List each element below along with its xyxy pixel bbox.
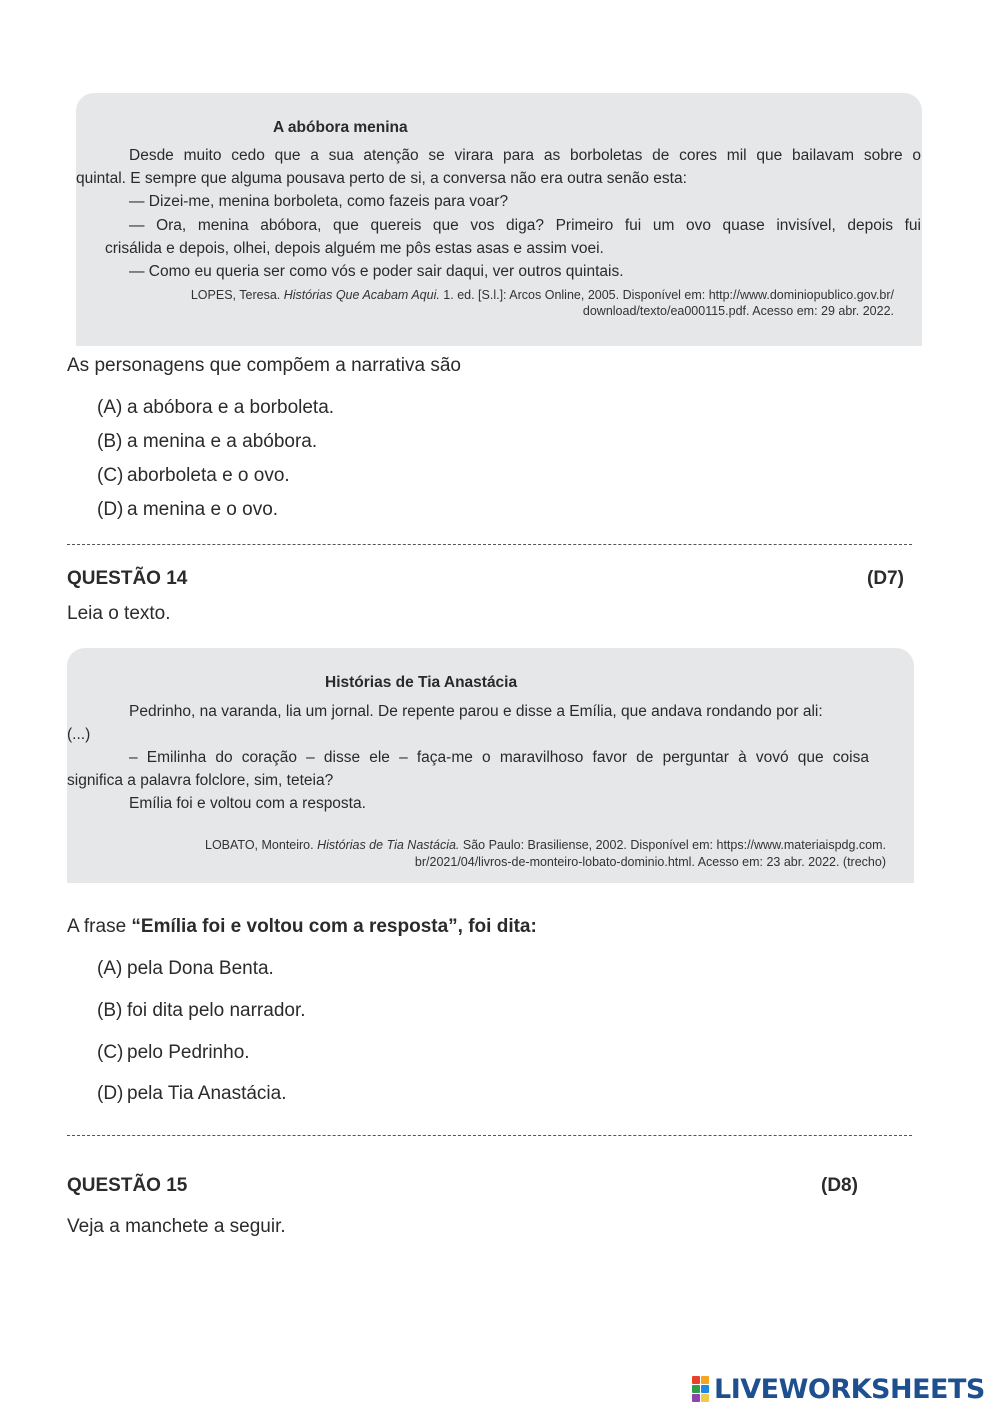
option-letter: (B) (97, 1000, 123, 1021)
logo-square (692, 1376, 700, 1384)
option-c[interactable] (97, 465, 290, 487)
logo-square (701, 1376, 709, 1384)
option-a[interactable] (97, 397, 334, 419)
dialogue-line: crisálida e depois, olhei, depois alguém me pôs estas asas e assim voei. (105, 240, 604, 257)
separator (67, 544, 912, 545)
citation-line: br/2021/04/livros-de-monteiro-lobato-dominio.html. Acesso em: 23 abr. 2022. (trecho) (414, 855, 886, 869)
paragraph-line: – Emilinha do coração – disse ele – faça-me o maravilhoso favor de perguntar à vovó que coisa (129, 749, 869, 766)
dialogue-line: — Dizei-me, menina borboleta, como fazeis para voar? (129, 193, 509, 210)
citation-author: LOPES, Teresa. (190, 288, 284, 302)
citation (205, 838, 886, 852)
descriptor-code: (D8) (821, 1175, 858, 1196)
logo-square (701, 1394, 709, 1402)
question-intro: Veja a manchete a seguir. (67, 1216, 286, 1237)
option-d[interactable] (97, 1083, 287, 1105)
option-text: pela Dona Benta. (127, 958, 274, 979)
option-text: pela Tia Anastácia. (127, 1083, 287, 1104)
paragraph-line: Desde muito cedo que a sua atenção se virara para as borboletas de cores mil que bailavam sobre o (129, 147, 921, 164)
option-letter: (C) (97, 1042, 124, 1063)
text-title: Histórias de Tia Anastácia (325, 674, 518, 691)
citation-rest: São Paulo: Brasiliense, 2002. Disponível em: https://www.materiaispdg.com. (459, 838, 886, 852)
question-heading: QUESTÃO 15 (67, 1175, 188, 1196)
question-intro: Leia o texto. (67, 603, 171, 624)
option-text: foi dita pelo narrador. (127, 1000, 306, 1021)
paragraph-line: Emília foi e voltou com a resposta. (129, 795, 366, 812)
option-letter: (D) (97, 1083, 124, 1104)
logo-square (692, 1394, 700, 1402)
question-prompt (67, 916, 537, 938)
option-b[interactable] (97, 431, 317, 453)
option-letter: (A) (97, 958, 123, 979)
option-text: aborboleta e o ovo. (127, 465, 290, 486)
option-letter: (B) (97, 431, 123, 452)
prompt-start: A frase (67, 916, 132, 937)
dialogue-line: — Ora, menina abóbora, que quereis que vos diga? Primeiro fui um ovo quase invisível, depois fui (129, 217, 921, 234)
option-text: a menina e o ovo. (127, 499, 279, 520)
dialogue-line: — Como eu queria ser como vós e poder sair daqui, ver outros quintais. (129, 263, 624, 280)
option-text: pelo Pedrinho. (127, 1042, 250, 1063)
citation (191, 288, 894, 302)
prompt-bold: “Emília foi e voltou com a resposta”, foi dita: (131, 916, 537, 937)
citation-title: Histórias de Tia Nastácia. (317, 838, 460, 852)
paragraph-line: (...) (67, 726, 91, 743)
logo-square (692, 1385, 700, 1393)
option-letter: (D) (97, 499, 124, 520)
paragraph-line: significa a palavra folclore, sim, teteia? (67, 772, 334, 789)
descriptor-code: (D7) (867, 568, 904, 589)
question-prompt: As personagens que compõem a narrativa são (67, 355, 461, 376)
option-b[interactable] (97, 1000, 306, 1022)
logo-icon (692, 1376, 709, 1402)
option-letter: (C) (97, 465, 124, 486)
citation-line: download/texto/ea000115.pdf. Acesso em: 29 abr. 2022. (582, 304, 894, 318)
logo-square (701, 1385, 709, 1393)
citation-author: LOBATO, Monteiro. (205, 838, 318, 852)
option-d[interactable] (97, 499, 278, 521)
option-c[interactable] (97, 1042, 250, 1064)
separator (67, 1135, 912, 1136)
option-a[interactable] (97, 958, 274, 980)
option-text: a abóbora e a borboleta. (127, 397, 335, 418)
citation-title: Histórias Que Acabam Aqui. (283, 288, 440, 302)
paragraph-line: quintal. E sempre que alguma pousava perto de si, a conversa não era outra senão esta: (76, 170, 687, 187)
citation-rest: 1. ed. [S.l.]: Arcos Online, 2005. Disponível em: http://www.dominiopublico.gov.br/ (439, 288, 894, 302)
option-letter: (A) (97, 397, 123, 418)
paragraph-line: Pedrinho, na varanda, lia um jornal. De repente parou e disse a Emília, que andava rondando por ali: (129, 703, 823, 720)
option-text: a menina e a abóbora. (127, 431, 318, 452)
liveworksheets-logo[interactable] (692, 1374, 985, 1404)
question-heading: QUESTÃO 14 (67, 568, 188, 589)
logo-text: LIVEWORKSHEETS (714, 1373, 985, 1405)
text-title: A abóbora menina (273, 119, 408, 136)
